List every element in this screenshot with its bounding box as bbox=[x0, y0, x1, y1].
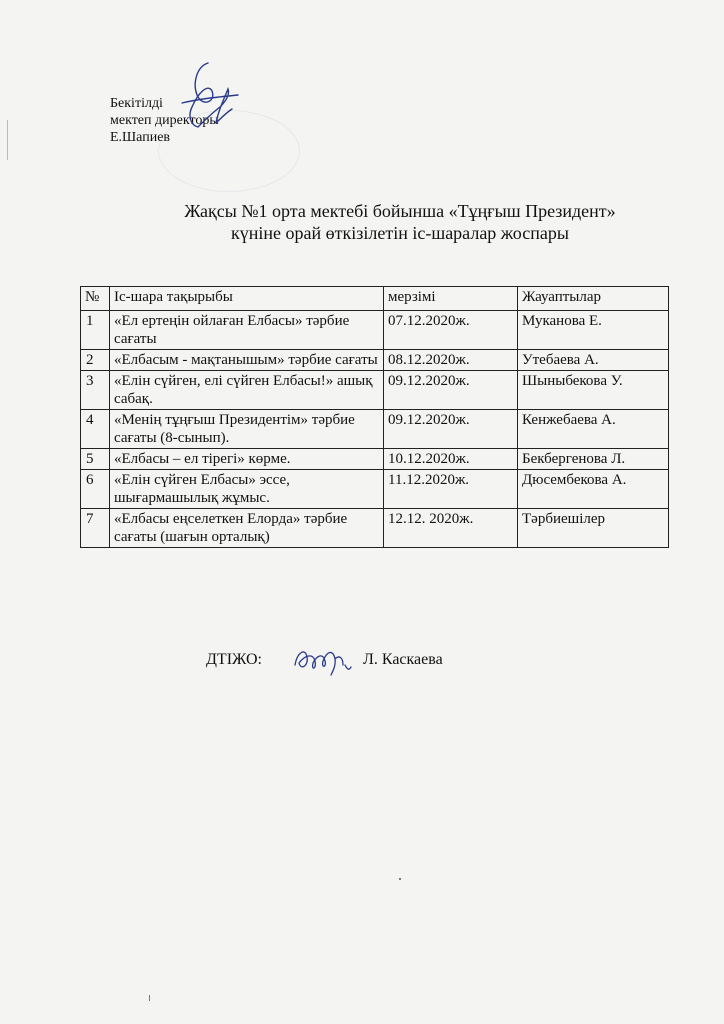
header-number: № bbox=[81, 287, 110, 311]
approval-line-2: мектеп директоры bbox=[110, 113, 219, 128]
row-number: 7 bbox=[81, 509, 110, 548]
table-row bbox=[81, 449, 669, 470]
director-signature bbox=[168, 55, 248, 155]
document-title bbox=[70, 200, 724, 244]
header-event: Іс-шара тақырыбы bbox=[110, 287, 384, 311]
approval-line-3: Е.Шапиев bbox=[110, 130, 171, 145]
header-date: мерзімі bbox=[384, 287, 518, 311]
row-date: 12.12. 2020ж. bbox=[384, 509, 518, 548]
row-date: 09.12.2020ж. bbox=[384, 410, 518, 449]
row-event: «Ел ертеңін ойлаған Елбасы» тәрбие сағаты bbox=[110, 311, 384, 350]
deputy-signature bbox=[287, 635, 357, 685]
table-row bbox=[81, 410, 669, 449]
row-number: 1 bbox=[81, 311, 110, 350]
row-responsible: Муканова Е. bbox=[518, 311, 669, 350]
row-responsible: Кенжебаева А. bbox=[518, 410, 669, 449]
table-row bbox=[81, 350, 669, 371]
row-responsible: Утебаева А. bbox=[518, 350, 669, 371]
row-date: 08.12.2020ж. bbox=[384, 350, 518, 371]
deputy-director-label: ДТІЖО: bbox=[206, 651, 262, 668]
row-number: 2 bbox=[81, 350, 110, 371]
table-header-row bbox=[81, 287, 669, 311]
approval-line-1: Бекітілді bbox=[110, 96, 163, 111]
row-number: 6 bbox=[81, 470, 110, 509]
scan-speck bbox=[399, 878, 401, 880]
scan-speck bbox=[149, 995, 150, 1001]
row-number: 3 bbox=[81, 371, 110, 410]
row-date: 09.12.2020ж. bbox=[384, 371, 518, 410]
table-row bbox=[81, 509, 669, 548]
row-responsible: Бекбергенова Л. bbox=[518, 449, 669, 470]
title-line-2: күніне орай өткізілетін іс-шаралар жоспары bbox=[231, 223, 569, 243]
row-event: «Елін сүйген, елі сүйген Елбасы!» ашық сабақ. bbox=[110, 371, 384, 410]
row-responsible: Тәрбиешілер bbox=[518, 509, 669, 548]
title-line-1: Жақсы №1 орта мектебі бойынша «Тұңғыш Президент» bbox=[184, 201, 616, 221]
row-number: 4 bbox=[81, 410, 110, 449]
table-row bbox=[81, 470, 669, 509]
row-number: 5 bbox=[81, 449, 110, 470]
deputy-director-name: Л. Каскаева bbox=[363, 651, 443, 668]
row-event: «Елбасым - мақтанышым» тәрбие сағаты bbox=[110, 350, 384, 371]
events-table bbox=[80, 286, 669, 548]
header-responsible: Жауаптылар bbox=[518, 287, 669, 311]
row-date: 07.12.2020ж. bbox=[384, 311, 518, 350]
scan-edge-mark bbox=[7, 120, 8, 160]
table-row bbox=[81, 311, 669, 350]
row-responsible: Шыныбекова У. bbox=[518, 371, 669, 410]
row-event: «Елбасы – ел тірегі» көрме. bbox=[110, 449, 384, 470]
row-responsible: Дюсембекова А. bbox=[518, 470, 669, 509]
row-date: 10.12.2020ж. bbox=[384, 449, 518, 470]
row-event: «Елін сүйген Елбасы» эссе, шығармашылық жұмыс. bbox=[110, 470, 384, 509]
row-event: «Менің тұңғыш Президентім» тәрбие сағаты (8-сынып). bbox=[110, 410, 384, 449]
row-date: 11.12.2020ж. bbox=[384, 470, 518, 509]
row-event: «Елбасы еңселеткен Елорда» тәрбие сағаты (шағын орталық) bbox=[110, 509, 384, 548]
table-row bbox=[81, 371, 669, 410]
